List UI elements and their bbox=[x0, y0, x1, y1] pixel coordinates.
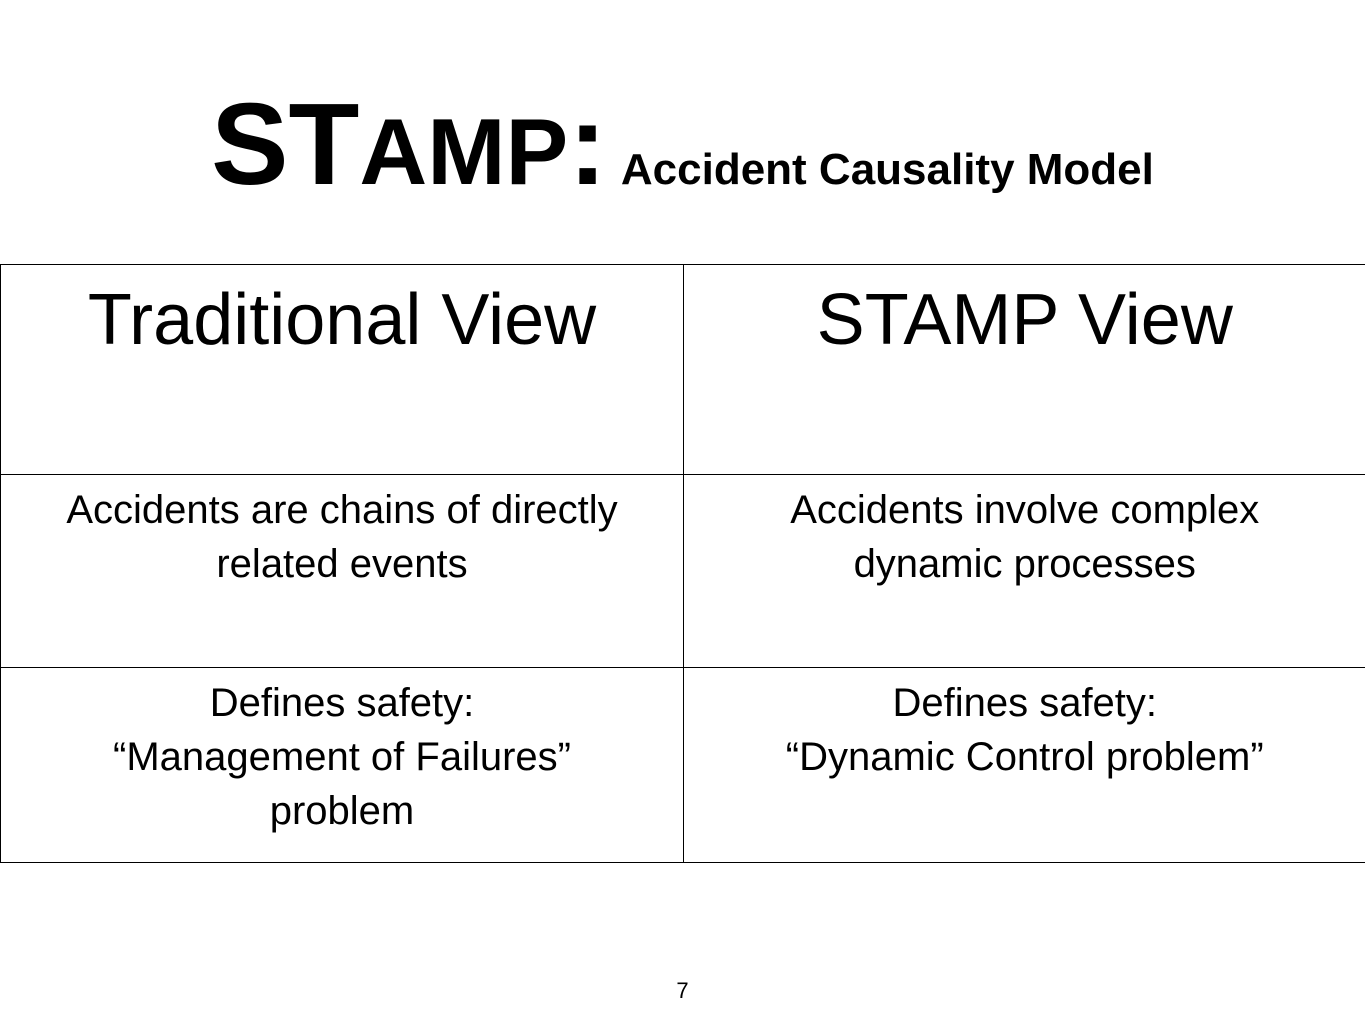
title-amp: AMP bbox=[359, 99, 569, 204]
table-row bbox=[1, 475, 1365, 668]
table-row bbox=[1, 668, 1365, 863]
cell-stamp-safety bbox=[684, 668, 1365, 863]
cell-traditional-safety bbox=[1, 668, 684, 863]
header-stamp-view: STAMP View bbox=[684, 265, 1365, 475]
header-traditional-view: Traditional View bbox=[1, 265, 684, 475]
slide-title bbox=[0, 79, 1365, 236]
comparison-table bbox=[0, 264, 1365, 863]
title-colon: : bbox=[568, 79, 607, 209]
cell-traditional-accidents bbox=[1, 475, 684, 668]
cell-stamp-accidents bbox=[684, 475, 1365, 668]
title-subtitle: Accident Causality Model bbox=[620, 145, 1154, 194]
cell-line: “Management of Failures” bbox=[113, 735, 571, 779]
cell-line: Defines safety: bbox=[892, 681, 1158, 725]
cell-line: dynamic processes bbox=[853, 542, 1196, 586]
page-number: 7 bbox=[676, 978, 689, 1003]
cell-line: Accidents involve complex bbox=[790, 488, 1260, 532]
cell-line: “Dynamic Control problem” bbox=[785, 735, 1264, 779]
cell-line: Defines safety: bbox=[209, 681, 475, 725]
cell-line: problem bbox=[269, 789, 415, 833]
table-header-row bbox=[1, 265, 1365, 475]
cell-line: Accidents are chains of directly bbox=[66, 488, 618, 532]
title-st: ST bbox=[211, 79, 360, 209]
cell-line: related events bbox=[216, 542, 468, 586]
